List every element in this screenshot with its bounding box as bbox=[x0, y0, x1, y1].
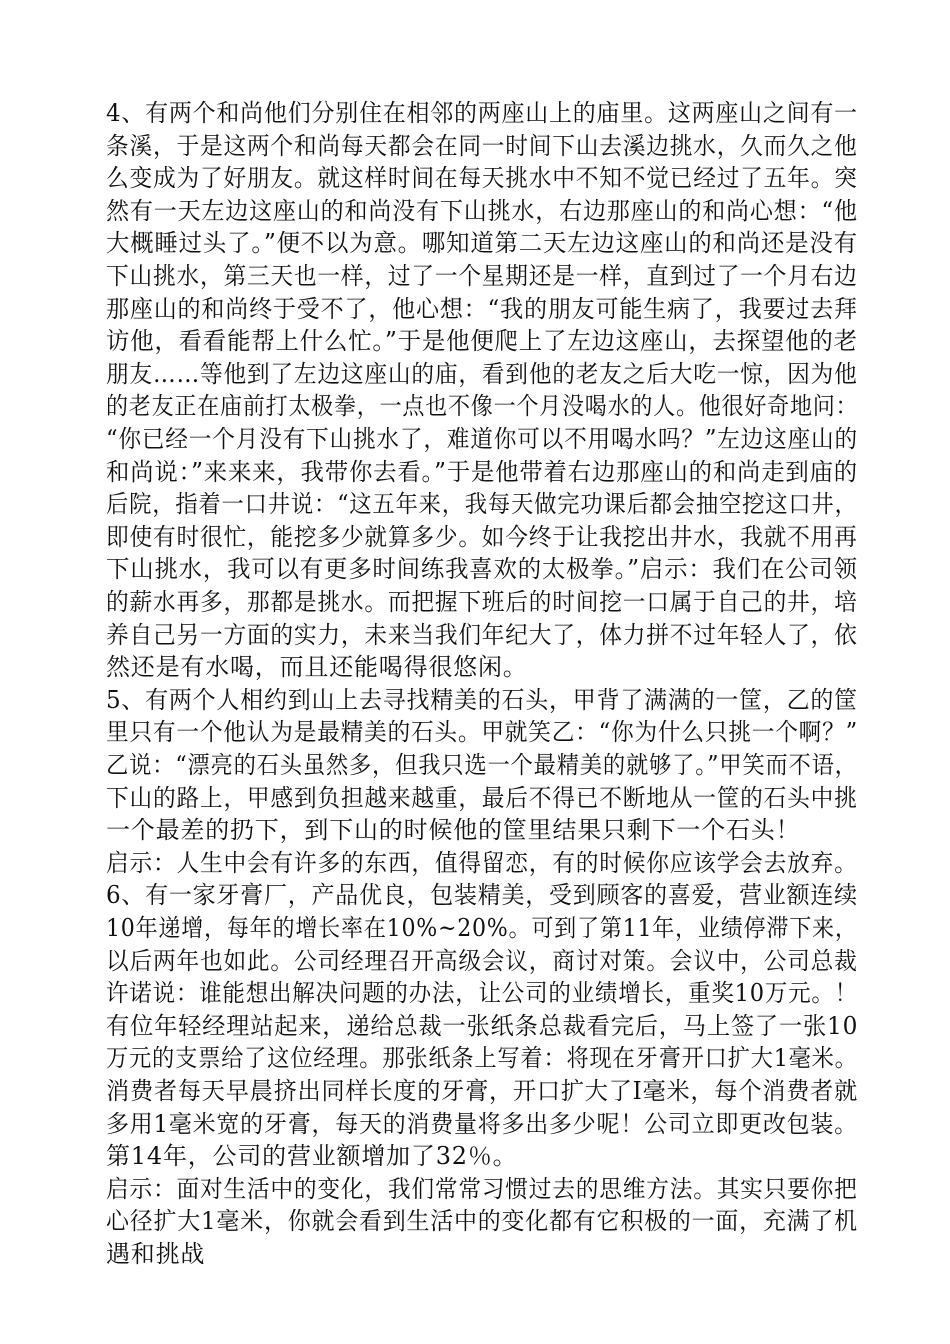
text-line: 万元的支票给了这位经理。那张纸条上写着：将现在牙膏开口扩大1毫米。 bbox=[106, 1044, 858, 1073]
text-line: 即使有时很忙，能挖多少就算多少。如今终于让我挖出井水，我就不用再 bbox=[106, 522, 858, 551]
text-line: 那座山的和尚终于受不了，他心想：“我的朋友可能生病了，我要过去拜 bbox=[106, 294, 858, 323]
text-line: 的老友正在庙前打太极拳，一点也不像一个月没喝水的人。他很好奇地问： bbox=[106, 392, 859, 421]
text-line: 第14年，公司的营业额增加了32％。 bbox=[106, 1142, 518, 1171]
text-line: 下山挑水，我可以有更多时间练我喜欢的太极拳。”启示：我们在公司领 bbox=[106, 555, 858, 584]
text-line: 消费者每天早晨挤出同样长度的牙膏，开口扩大了I毫米，每个消费者就 bbox=[106, 1077, 859, 1105]
text-line: 下山挑水，第三天也一样，过了一个星期还是一样，直到过了一个月右边 bbox=[106, 262, 858, 290]
text-line: 下山的路上，甲感到负担越来越重，最后不得已不断地从一筐的石头中挑 bbox=[106, 783, 858, 812]
text-line: 4、有两个和尚他们分别住在相邻的两座山上的庙里。这两座山之间有一 bbox=[106, 99, 858, 127]
text-line: 许诺说：谁能想出解决问题的办法，让公司的业绩增长，重奖10万元。！ bbox=[106, 979, 858, 1008]
text-line: 么变成为了好朋友。就这样时间在每天挑水中不知不觉已经过了五年。突 bbox=[106, 164, 858, 193]
text-line: 养自己另一方面的实力，未来当我们年纪大了，体力拼不过年轻人了，依 bbox=[106, 620, 858, 649]
text-line: 乙说：“漂亮的石头虽然多，但我只选一个最精美的就够了。”甲笑而不语， bbox=[106, 751, 858, 779]
text-line: 然还是有水喝，而且还能喝得很悠闲。 bbox=[106, 653, 528, 682]
text-line: 多用1毫米宽的牙膏，每天的消费量将多出多少呢！公司立即更改包装。 bbox=[106, 1109, 858, 1138]
text-line: 一个最差的扔下，到下山的时候他的筐里结果只剩下一个石头！ bbox=[106, 816, 801, 845]
text-line: 心径扩大1毫米，你就会看到生活中的变化都有它积极的一面，充满了机 bbox=[106, 1207, 858, 1236]
text-line: 5、有两个人相约到山上去寻找精美的石头，甲背了满满的一筐，乙的筐 bbox=[106, 685, 858, 714]
text-line: 10年递增，每年的增长率在10%~20%。可到了第11年，业绩停滞下来， bbox=[106, 914, 858, 942]
text-line: 启示：面对生活中的变化，我们常常习惯过去的思维方法。其实只要你把 bbox=[106, 1174, 858, 1203]
text-line: 访他，看看能帮上什么忙。”于是他便爬上了左边这座山，去探望他的老 bbox=[106, 327, 858, 356]
text-line: 有位年轻经理站起来，递给总裁一张纸条总裁看完后，马上签了一张10 bbox=[106, 1011, 859, 1040]
text-line: 以后两年也如此。公司经理召开高级会议，商讨对策。会议中，公司总裁 bbox=[106, 946, 858, 975]
text-line: 6、有一家牙膏厂，产品优良，包装精美，受到顾客的喜爱，营业额连续 bbox=[106, 881, 858, 910]
text-line: 朋友……等他到了左边这座山的庙，看到他的老友之后大吃一惊，因为他 bbox=[106, 359, 858, 388]
text-line: 的薪水再多，那都是挑水。而把握下班后的时间挖一口属于自己的井，培 bbox=[106, 588, 858, 616]
text-line: 然有一天左边这座山的和尚没有下山挑水，右边那座山的和尚心想：“他 bbox=[106, 196, 858, 225]
text-line: “你已经一个月没有下山挑水了，难道你可以不用喝水吗？”左边这座山的 bbox=[106, 425, 858, 453]
text-line: 后院，指着一口井说：“这五年来，我每天做完功课后都会抽空挖这口井， bbox=[106, 490, 858, 519]
text-line: 里只有一个他认为是最精美的石头。甲就笑乙：“你为什么只挑一个啊？” bbox=[106, 718, 858, 747]
text-line: 遇和挑战 bbox=[106, 1240, 206, 1268]
text-line: 和尚说：”来来来，我带你去看。”于是他带着右边那座山的和尚走到庙的 bbox=[106, 457, 858, 486]
text-line: 条溪，于是这两个和尚每天都会在同一时间下山去溪边挑水，久而久之他 bbox=[106, 131, 858, 160]
text-line: 大概睡过头了。”便不以为意。哪知道第二天左边这座山的和尚还是没有 bbox=[106, 229, 858, 258]
text-line: 启示：人生中会有许多的东西，值得留恋，有的时候你应该学会去放弃。 bbox=[106, 848, 858, 877]
